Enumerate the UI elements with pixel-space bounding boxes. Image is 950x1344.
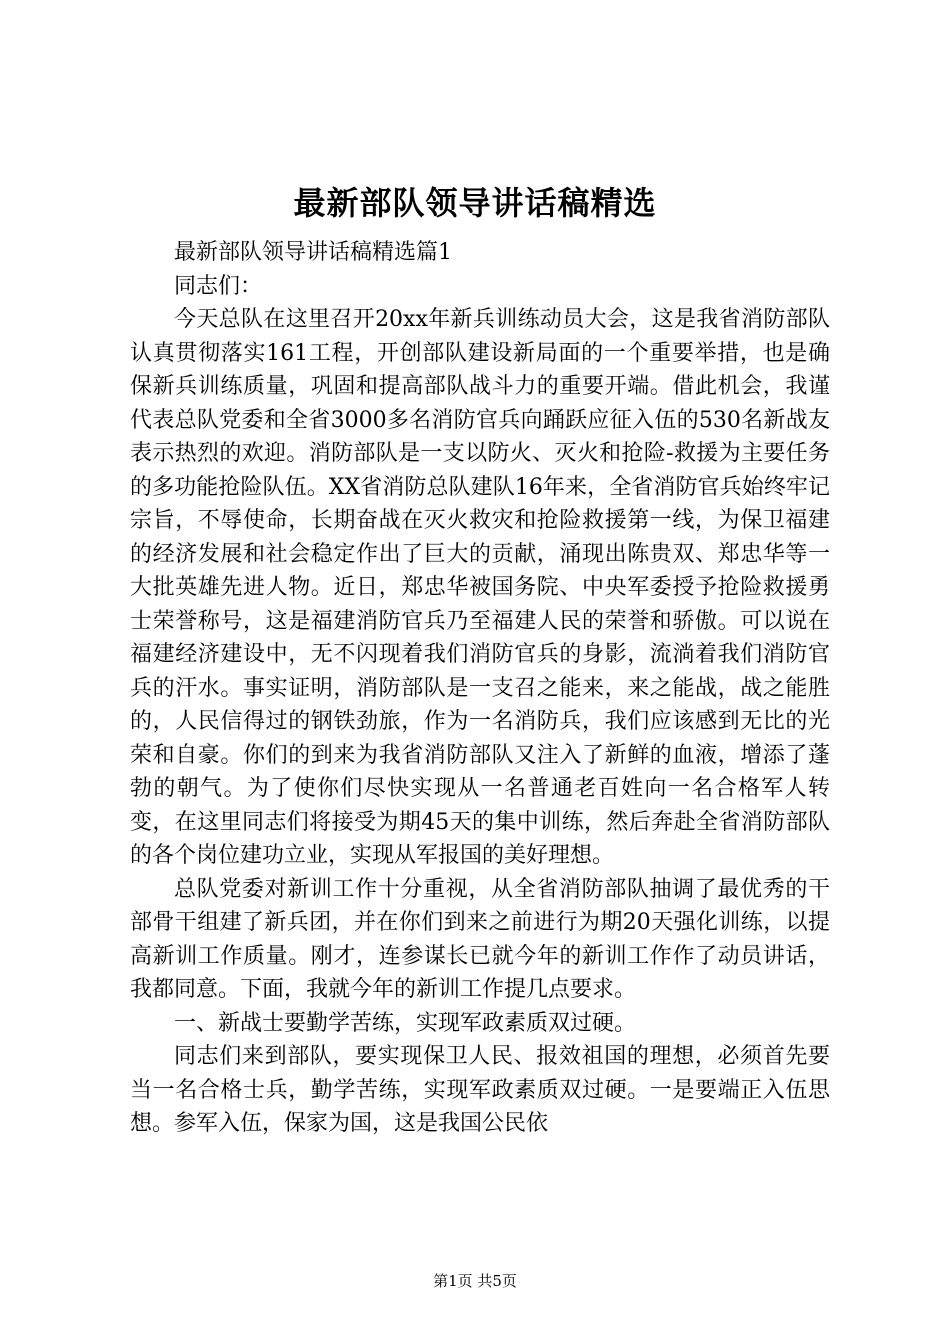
salutation: 同志们： [174, 273, 263, 299]
document-body [130, 236, 830, 1141]
page-number-footer: 第1页 共5页 [433, 1272, 517, 1290]
section-heading: 最新部队领导讲话稿精选篇1 [174, 240, 452, 265]
document-title: 最新部队领导讲话稿精选 [293, 184, 657, 222]
paragraph: 总队党委对新训工作十分重视，从全省消防部队抽调了最优秀的干部骨干组建了新兵团，并在你们到来之前进行为期20天强化训练，以提高新训工作质量。刚才，连参谋长已就今年的新训工作作了动员讲话，我都同意。下面，我就今年的新训工作提几点要求。 [130, 876, 830, 1002]
subsection-heading: 一、新战士要勤学苦练，实现军政素质双过硬。 [174, 1010, 637, 1036]
paragraph: 今天总队在这里召开20xx年新兵训练动员大会，这是我省消防部队认真贯彻落实161工程，开创部队建设新局面的一个重要举措，也是确保新兵训练质量，巩固和提高部队战斗力的重要开端。借此机会，我谨代表总队党委和全省3000多名消防官兵向踊跃应征入伍的530名新战友表示热烈的欢迎。消防部队是一支以防火、灭火和抢险-救援为主要任务的多功能抢险队伍。XX省消防总队建队16年来，全省消防官兵始终牢记宗旨，不辱使命，长期奋战在灭火救灾和抢险救援第一线，为保卫福建的经济发展和社会稳定作出了巨大的贡献，涌现出陈贵双、郑忠华等一大批英雄先进人物。近日，郑忠华被国务院、中央军委授予抢险救援勇士荣誉称号，这是福建消防官兵乃至福建人民的荣誉和骄傲。可以说在福建经济建设中，无不闪现着我们消防官兵的身影，流淌着我们消防官兵的汗水。事实证明，消防部队是一支召之能来，来之能战，战之能胜的，人民信得过的钢铁劲旅，作为一名消防兵，我们应该感到无比的光荣和自豪。你们的到来为我省消防部队又注入了新鲜的血液，增添了蓬勃的朝气。为了使你们尽快实现从一名普通老百姓向一名合格军人转变，在这里同志们将接受为期45天的集中训练，然后奔赴全省消防部队的各个岗位建功立业，实现从军报国的美好理想。 [130, 307, 830, 868]
paragraph: 同志们来到部队，要实现保卫人民、报效祖国的理想，必须首先要当一名合格士兵，勤学苦练，实现军政素质双过硬。一是要端正入伍思想。参军入伍，保家为国，这是我国公民依 [130, 1044, 830, 1136]
